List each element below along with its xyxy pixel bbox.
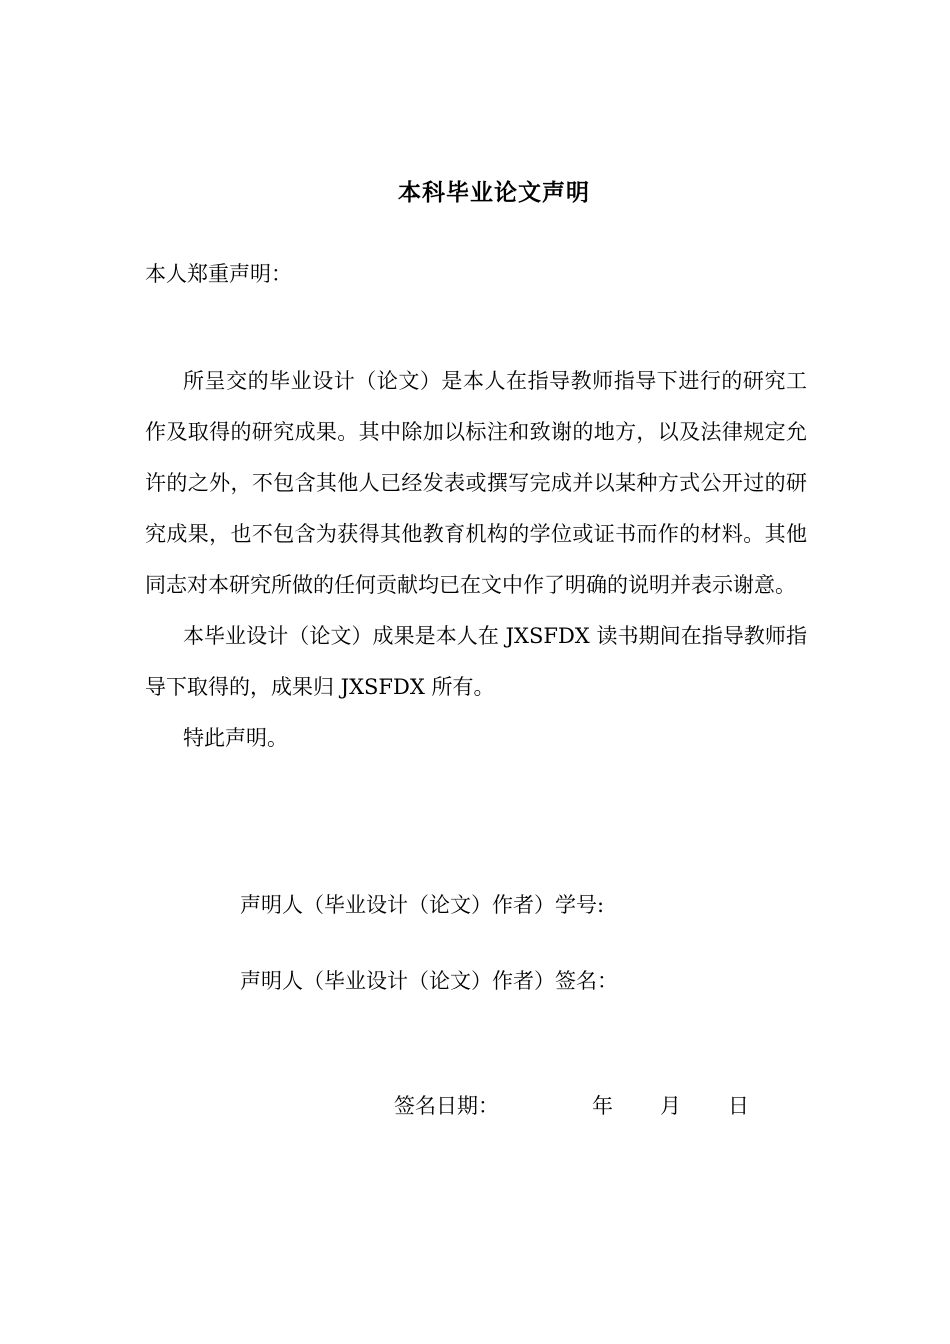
salutation-text: 本人郑重声明：: [145, 262, 292, 286]
signature-date-row: [394, 1090, 749, 1120]
declaration-paragraph-originality: 所呈交的毕业设计（论文）是本人在指导教师指导下进行的研究工作及取得的研究成果。其中除加以标注和致谢的地方，以及法律规定允许的之外，不包含其他人已经发表或撰写完成并以某种方式公开过的研究成果，也不包含为获得其他教育机构的学位或证书而作的材料。其他同志对本研究所做的任何贡献均已在文中作了明确的说明并表示谢意。: [145, 369, 807, 597]
signer-student-id-label: 声明人（毕业设计（论文）作者）学号:: [240, 893, 605, 917]
date-day-unit: 日: [728, 1094, 749, 1118]
signature-date-label: 签名日期：: [394, 1094, 499, 1118]
declaration-paragraph-ownership: 本毕业设计（论文）成果是本人在 JXSFDX 读书期间在指导教师指导下取得的，成果归 JXSFDX 所有。: [145, 624, 807, 699]
declaration-body: [145, 356, 807, 764]
date-year-unit: 年: [592, 1094, 613, 1118]
declaration-paragraph-closing: 特此声明。: [183, 726, 288, 750]
signer-signature-label: 声明人（毕业设计（论文）作者）签名：: [240, 969, 618, 993]
document-title: 本科毕业论文声明: [398, 180, 590, 206]
date-month-unit: 月: [660, 1094, 681, 1118]
